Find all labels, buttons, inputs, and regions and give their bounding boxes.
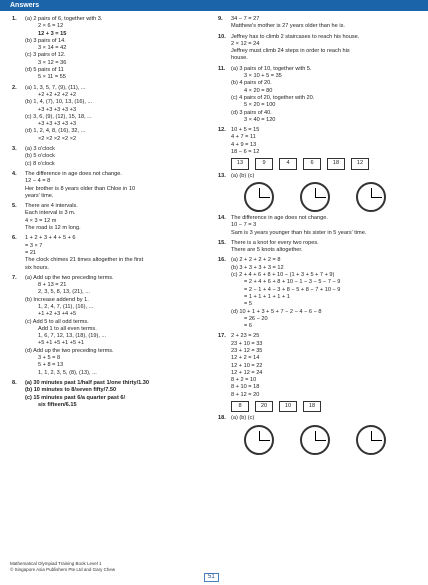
answer-line: There are 4 intervals. <box>25 203 78 210</box>
answer-line: (d) 3 pairs of 40. <box>231 109 272 116</box>
question-number: 3. <box>12 146 17 153</box>
answer-line: 3 × 10 + 5 = 35 <box>244 73 282 80</box>
answer-line: There is a knot for every two ropes. <box>231 239 319 246</box>
answer-line: 12 + 3 = 15 <box>38 30 67 37</box>
answer-line: six fifteen/6.15 <box>38 401 77 408</box>
answer-line: = 2 − 1 + 4 − 3 + 8 − 5 + 8 − 7 + 10 − 9 <box>244 286 341 293</box>
question <box>12 16 208 82</box>
answer-line: 8 + 12 = 20 <box>231 391 260 398</box>
footer-line-2: © Singapore Asia Publishers Pte Ltd and Gary Chew <box>10 566 116 572</box>
answer-box: 12 <box>351 158 369 169</box>
answer-line: (c) 3 pairs of 12. <box>25 52 66 59</box>
answer-line: (c) 15 minutes past 6/a quarter past 6/ <box>25 394 126 401</box>
answer-line: Jeffrey has to climb 2 staircases to reach his house. <box>231 33 360 40</box>
left-column <box>12 16 208 412</box>
answer-line: Jeffrey must climb 24 steps in order to reach his <box>231 48 350 55</box>
answer-line: 4 + 9 = 13 <box>231 141 257 148</box>
answer-line: (d) 5 pairs of 11 <box>25 67 64 74</box>
answer-line: 12 − 4 = 8 <box>25 178 51 185</box>
answer-line: 12 + 12 = 24 <box>231 369 263 376</box>
question <box>218 16 418 31</box>
answer-line: years' time. <box>25 192 54 199</box>
question <box>12 146 208 168</box>
question-number: 7. <box>12 274 17 281</box>
answer-line: (b) 3 + 3 + 3 + 3 = 12 <box>231 264 284 271</box>
question <box>218 66 418 124</box>
answer-line: +3 +3 +3 +3 +3 <box>38 106 77 113</box>
answer-line: 3 × 14 = 42 <box>38 45 67 52</box>
answer-line: = 21 <box>25 249 37 256</box>
question-number: 15. <box>218 239 226 246</box>
answer-line: = 3 × 7 <box>25 242 43 249</box>
page-number: 51 <box>204 573 219 582</box>
answer-line: +2 +2 +2 +2 +2 <box>38 91 77 98</box>
answer-line: (c) 4 pairs of 20, together with 20. <box>231 94 315 101</box>
answer-line: 18 − 6 = 12 <box>231 149 260 156</box>
answer-line: 10 + 5 = 15 <box>231 127 260 134</box>
question <box>218 333 418 412</box>
answer-line: (c) 3, 6, (9), (12), 15, 18, ... <box>25 113 92 120</box>
right-column <box>218 16 418 458</box>
answer-line: 3 × 40 = 120 <box>244 116 276 123</box>
answer-line: 2 × 6 = 12 <box>38 23 64 30</box>
answer-box: 13 <box>231 158 249 169</box>
clock-face-icon <box>244 425 274 455</box>
answer-line: 1, 2, 4, 7, (11), (16), ... <box>38 303 94 310</box>
answer-line: The road is 12 m long. <box>25 225 81 232</box>
answer-line: = 1 + 1 + 1 + 1 + 1 <box>244 293 290 300</box>
answer-line: The difference in age does not change. <box>231 214 328 221</box>
answer-line: (a) 2 pairs of 6, together with 3. <box>25 16 103 22</box>
question-number: 6. <box>12 235 17 242</box>
question <box>218 415 418 454</box>
answer-box: 10 <box>279 401 297 412</box>
question <box>12 275 208 377</box>
answer-line: The clock chimes 21 times altogether in the first <box>25 257 144 264</box>
answer-line: 2 × 12 = 24 <box>231 40 260 47</box>
question-number: 14. <box>218 214 226 221</box>
question-number: 17. <box>218 333 226 340</box>
answer-line: (b) 1, 4, (7), 10, 13, (16), ... <box>25 99 93 106</box>
answer-line: (c) 2 + 4 + 6 + 8 + 10 − (1 + 3 + 5 + 7 + 9) <box>231 272 335 279</box>
answer-line: +5 +1 +5 +1 +5 +1 <box>38 340 85 347</box>
answer-line: (a) 30 minutes past 1/half past 1/one thirty/1.30 <box>25 379 150 386</box>
answer-line: 8 + 13 = 21 <box>38 282 67 289</box>
answer-line: The difference in age does not change. <box>25 170 122 177</box>
answer-line: = 2 + 4 + 6 + 8 + 10 − 1 − 3 − 5 − 7 − 9 <box>244 279 341 286</box>
answer-line: 8 + 10 = 18 <box>231 384 260 391</box>
question <box>218 173 418 212</box>
footer-line-1: Mathematical Olympiad Training Book Level 1 <box>10 561 102 566</box>
answer-line: 1, 6, 7, 12, 13, (18), (19), ... <box>38 333 107 340</box>
answer-line: 4 + 7 = 11 <box>231 134 256 141</box>
question-number: 1. <box>12 16 17 22</box>
question <box>12 85 208 143</box>
answer-line: (a) 2 + 2 + 2 + 2 = 8 <box>231 257 281 264</box>
answer-box: 6 <box>303 158 321 169</box>
answer-line: = 6 <box>244 323 252 330</box>
answer-line: Each interval is 3 m. <box>25 210 76 217</box>
answer-line: 10 − 7 = 3 <box>231 222 257 229</box>
answer-line: 4 × 3 = 12 m <box>25 217 57 224</box>
question <box>218 127 418 169</box>
answer-line: 1, 1, 2, 3, 5, (8), (13), ... <box>38 369 97 376</box>
answer-line: 4 × 20 = 80 <box>244 87 273 94</box>
question-number: 18. <box>218 415 226 422</box>
answer-line: (d) 10 + 1 + 3 + 5 + 7 − 2 − 4 − 6 − 8 <box>231 308 322 315</box>
answer-box: 8 <box>231 401 249 412</box>
answer-line: ×2 ×2 ×2 ×2 ×2 <box>38 135 77 142</box>
answer-line: (b) 4 pairs of 20. <box>231 80 272 87</box>
answer-line: (a) 3 pairs of 10, together with 5. <box>231 65 312 72</box>
answer-line: 23 + 12 = 35 <box>231 347 263 354</box>
question <box>12 380 208 409</box>
answer-line: +1 +2 +3 +4 +5 <box>38 311 77 318</box>
question-number: 8. <box>12 379 17 386</box>
answer-line: 3 + 5 = 8 <box>38 355 61 362</box>
clock-face-icon <box>300 182 330 212</box>
answer-line: (a) Add up the two preceding terms. <box>25 274 114 281</box>
answer-line: 12 + 2 = 14 <box>231 355 260 362</box>
answer-line: (a) 1, 3, 5, 7, (9), (11), ... <box>25 84 86 91</box>
answer-line: 34 − 7 = 27 <box>231 16 260 22</box>
answer-line: Add 1 to all even terms. <box>38 325 97 332</box>
answer-line: 5 × 11 = 55 <box>38 74 66 81</box>
question-number: 11. <box>218 65 226 72</box>
answer-line: There are 5 knots altogether. <box>231 247 303 254</box>
answer-line: Matthew's mother is 27 years older than he is. <box>231 23 345 30</box>
answer-box: 20 <box>255 401 273 412</box>
question <box>12 203 208 232</box>
answer-box: 18 <box>303 401 321 412</box>
answer-line: (a) (b) (c) <box>231 172 255 179</box>
question <box>218 240 418 255</box>
question-number: 10. <box>218 33 226 40</box>
footer <box>10 561 115 572</box>
question-number: 5. <box>12 203 17 210</box>
answer-line: 2 + 23 = 25 <box>231 333 260 340</box>
answer-line: (b) 5 o'clock <box>25 153 55 160</box>
question-number: 2. <box>12 84 17 91</box>
answer-line: = 5 <box>244 301 252 308</box>
answer-line: (d) Add up the two preceding terms. <box>25 347 114 354</box>
header-label: Answers <box>10 2 40 9</box>
answer-line: (b) 10 minutes to 8/seven fifty/7.50 <box>25 387 117 394</box>
answer-line: 23 + 10 = 33 <box>231 340 263 347</box>
answer-line: 12 + 10 = 22 <box>231 362 263 369</box>
answer-line: six hours. <box>25 264 49 271</box>
answer-box: 18 <box>327 158 345 169</box>
answer-line: +3 +3 +3 +3 +3 <box>38 121 77 128</box>
clock-face-icon <box>244 182 274 212</box>
answer-line: 5 × 20 = 100 <box>244 102 276 109</box>
question-number: 13. <box>218 172 226 179</box>
answer-line: (a) (b) (c) <box>231 415 255 422</box>
answer-line: (c) 8 o'clock <box>25 160 55 167</box>
answer-line: 8 + 2 = 10 <box>231 377 257 384</box>
question <box>12 235 208 271</box>
answer-line: (a) 3 o'clock <box>25 146 55 153</box>
question <box>218 34 418 63</box>
answer-line: = 26 − 20 <box>244 315 268 322</box>
answer-box: 4 <box>279 158 297 169</box>
question-number: 12. <box>218 127 226 134</box>
answer-line: 5 + 8 = 13 <box>38 362 64 369</box>
answer-line: (b) Increase addend by 1. <box>25 296 89 303</box>
clock-face-icon <box>356 425 386 455</box>
answer-line: 3 × 12 = 36 <box>38 59 67 66</box>
answer-line: Her brother is 8 years older than Chloe in 10 <box>25 185 136 192</box>
question-number: 4. <box>12 170 17 177</box>
answer-line: Sam is 3 years younger than his sister in 5 years' time. <box>231 229 367 236</box>
answer-line: 1 + 2 + 3 + 4 + 5 + 6 <box>25 235 76 242</box>
answer-box: 9 <box>255 158 273 169</box>
answer-line: (d) 1, 2, 4, 8, (16), 32, ... <box>25 128 86 135</box>
question-number: 16. <box>218 257 226 264</box>
question-number: 9. <box>218 16 223 22</box>
question <box>218 257 418 330</box>
header-bar <box>0 0 428 11</box>
question <box>218 215 418 237</box>
answer-line: (c) Add 5 to all odd terms. <box>25 318 89 325</box>
question <box>12 171 208 200</box>
answer-line: 2, 3, 5, 8, 13, (21), ... <box>38 289 90 296</box>
clock-face-icon <box>356 182 386 212</box>
answer-line: house. <box>231 55 248 62</box>
clock-face-icon <box>300 425 330 455</box>
answer-line: (b) 3 pairs of 14. <box>25 37 66 44</box>
